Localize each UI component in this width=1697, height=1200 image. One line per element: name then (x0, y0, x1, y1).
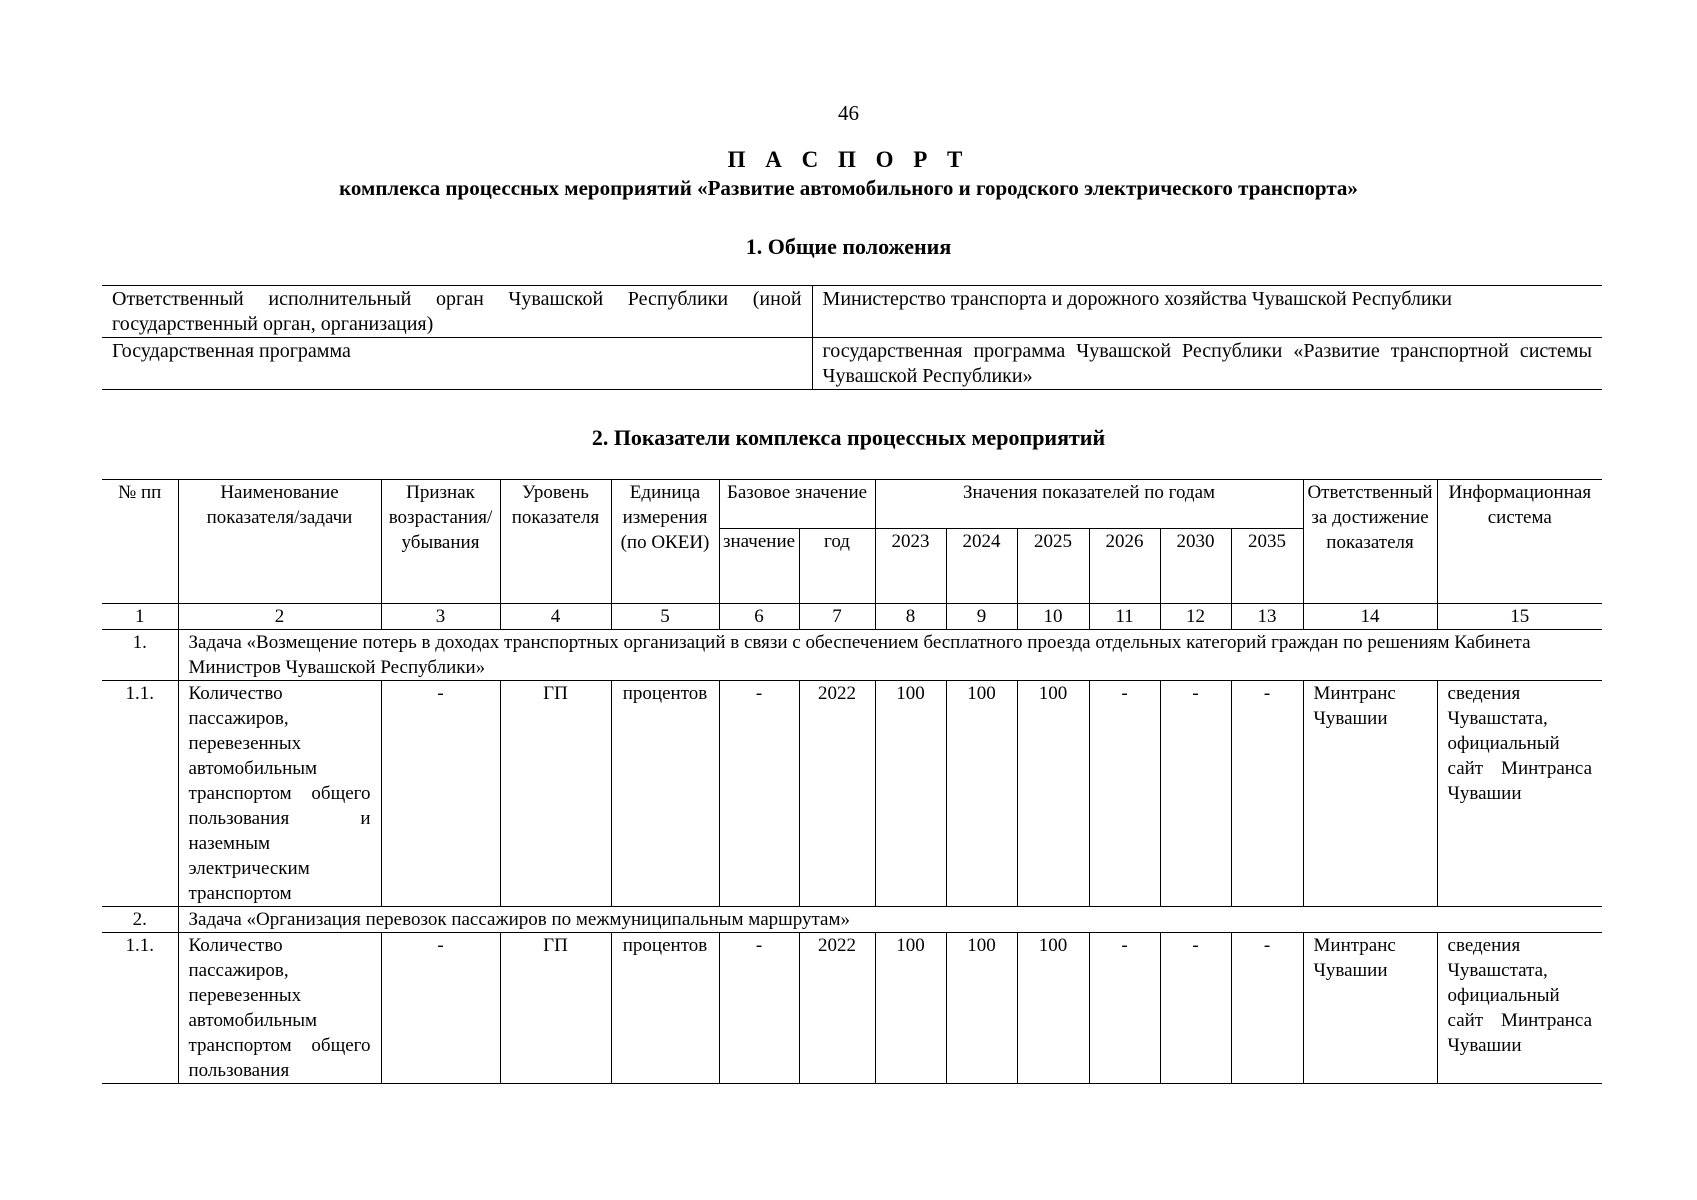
section-1-heading: 1. Общие положения (745, 234, 952, 259)
column-number: 13 (1231, 604, 1303, 630)
header-row (102, 480, 1602, 529)
indicator-value: 100 (875, 933, 946, 1084)
task-number: 2. (102, 907, 178, 933)
header-base: Базовое значение (719, 480, 875, 529)
indicator-value: - (1089, 681, 1160, 907)
indicator-info-system: сведения Чувашстата, официальный сайт Минтранса Чувашии (1437, 933, 1602, 1084)
header-year: 2024 (946, 529, 1017, 604)
indicator-value: 100 (875, 681, 946, 907)
header-responsible: Ответственный за достижение показателя (1303, 480, 1437, 604)
indicator-row (102, 933, 1602, 1084)
general-row (102, 338, 1602, 390)
column-number: 6 (719, 604, 799, 630)
task-number: 1. (102, 630, 178, 681)
indicator-value: - (1231, 681, 1303, 907)
indicator-level: ГП (500, 681, 611, 907)
document-subtitle: комплекса процессных мероприятий «Развитие автомобильного и городского электрического транспорта» (339, 176, 1358, 200)
column-number: 4 (500, 604, 611, 630)
indicator-value: - (1160, 933, 1231, 1084)
indicator-row (102, 681, 1602, 907)
indicator-unit: процентов (611, 681, 719, 907)
general-provisions-table (102, 285, 1602, 390)
indicator-sign: - (381, 681, 500, 907)
indicator-sign: - (381, 933, 500, 1084)
indicator-value: - (1160, 681, 1231, 907)
general-row-label: Государственная программа (102, 338, 812, 390)
column-number: 7 (799, 604, 875, 630)
indicator-level: ГП (500, 933, 611, 1084)
header-unit: Единица измерения (по ОКЕИ) (611, 480, 719, 604)
indicator-base-year: 2022 (799, 933, 875, 1084)
indicator-name: Количество пассажиров, перевезенных автомобильным транспортом общего пользования и наземным электрическим транспортом (178, 681, 381, 907)
indicator-number: 1.1. (102, 681, 178, 907)
indicators-table (102, 479, 1602, 1084)
indicator-base-year: 2022 (799, 681, 875, 907)
document-title: П А С П О Р Т (727, 147, 970, 172)
general-row (102, 286, 1602, 338)
column-number: 15 (1437, 604, 1602, 630)
column-number: 12 (1160, 604, 1231, 630)
general-row-value: государственная программа Чувашской Республики «Развитие транспортной системы Чувашской Республики» (822, 340, 1592, 387)
header-year: 2023 (875, 529, 946, 604)
header-year: 2026 (1089, 529, 1160, 604)
indicator-value: 100 (946, 933, 1017, 1084)
header-base-value: значение (719, 529, 799, 604)
task-row (102, 907, 1602, 933)
page-number: 46 (838, 101, 859, 125)
header-num: № пп (102, 480, 178, 604)
header-level: Уровень показателя (500, 480, 611, 604)
header-year: 2025 (1017, 529, 1089, 604)
section-2-heading: 2. Показатели комплекса процессных мероприятий (591, 425, 1106, 450)
general-row-label: Ответственный исполнительный орган Чувашской Республики (иной государственный орган, организация) (102, 286, 812, 338)
indicator-name: Количество пассажиров, перевезенных автомобильным транспортом общего пользования (178, 933, 381, 1084)
header-year: 2030 (1160, 529, 1231, 604)
indicator-value: 100 (946, 681, 1017, 907)
header-sign: Признак возрастания/убывания (381, 480, 500, 604)
column-number-row (102, 604, 1602, 630)
column-number: 2 (178, 604, 381, 630)
task-title: Задача «Возмещение потерь в доходах транспортных организаций в связи с обеспечением бесплатного проезда отдельных категорий граждан по решениям Кабинета Министров Чувашской Республики» (178, 630, 1602, 681)
header-name: Наименование показателя/задачи (178, 480, 381, 604)
indicator-responsible: Минтранс Чувашии (1303, 933, 1437, 1084)
header-year: 2035 (1231, 529, 1303, 604)
header-years-group: Значения показателей по годам (875, 480, 1303, 529)
indicator-value: 100 (1017, 933, 1089, 1084)
column-number: 11 (1089, 604, 1160, 630)
indicator-base-value: - (719, 681, 799, 907)
column-number: 14 (1303, 604, 1437, 630)
column-number: 10 (1017, 604, 1089, 630)
indicator-unit: процентов (611, 933, 719, 1084)
header-base-year: год (799, 529, 875, 604)
indicator-value: - (1089, 933, 1160, 1084)
indicator-responsible: Минтранс Чувашии (1303, 681, 1437, 907)
column-number: 3 (381, 604, 500, 630)
column-number: 1 (102, 604, 178, 630)
indicator-info-system: сведения Чувашстата, официальный сайт Минтранса Чувашии (1437, 681, 1602, 907)
task-row (102, 630, 1602, 681)
column-number: 5 (611, 604, 719, 630)
indicator-value: 100 (1017, 681, 1089, 907)
task-title: Задача «Организация перевозок пассажиров по межмуниципальным маршрутам» (178, 907, 1602, 933)
column-number: 9 (946, 604, 1017, 630)
header-info-system: Информационная система (1437, 480, 1602, 604)
column-number: 8 (875, 604, 946, 630)
indicator-value: - (1231, 933, 1303, 1084)
general-row-value: Министерство транспорта и дорожного хозяйства Чувашской Республики (822, 288, 1452, 310)
indicator-base-value: - (719, 933, 799, 1084)
indicator-number: 1.1. (102, 933, 178, 1084)
